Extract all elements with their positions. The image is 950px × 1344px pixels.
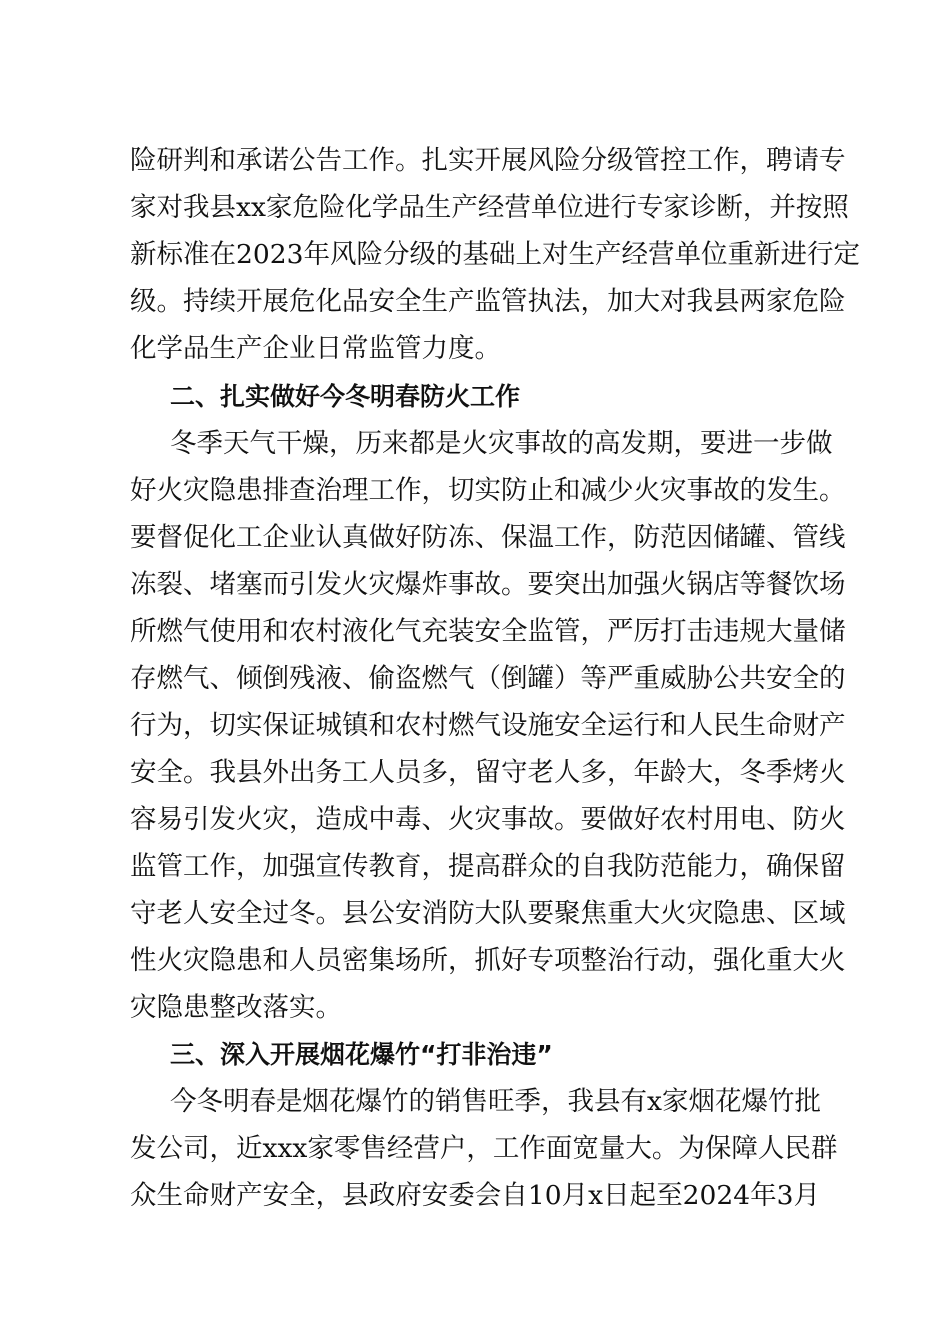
paragraph-line: 新标准在2023年风险分级的基础上对生产经营单位重新进行定 — [130, 239, 860, 270]
paragraph-line: 今冬明春是烟花爆竹的销售旺季，我县有x家烟花爆竹批 — [170, 1086, 821, 1117]
paragraph-line: 险研判和承诺公告工作。扎实开展风险分级管控工作，聘请专 — [130, 145, 846, 176]
paragraph-line: 安全。我县外出务工人员多，留守老人多，年龄大，冬季烤火 — [130, 757, 846, 788]
paragraph-line: 冬季天气干燥，历来都是火灾事故的高发期，要进一步做 — [170, 428, 833, 459]
paragraph-line: 冻裂、堵塞而引发火灾爆炸事故。要突出加强火锅店等餐饮场 — [130, 569, 846, 600]
paragraph-line: 所燃气使用和农村液化气充装安全监管，严厉打击违规大量储 — [130, 616, 846, 647]
paragraph-line: 存燃气、倾倒残液、偷盗燃气（倒罐）等严重威胁公共安全的 — [130, 663, 846, 694]
paragraph-line: 家对我县xx家危险化学品生产经营单位进行专家诊断，并按照 — [130, 192, 849, 223]
paragraph-line: 化学品生产企业日常监管力度。 — [130, 333, 501, 364]
paragraph-line: 守老人安全过冬。县公安消防大队要聚焦重大火灾隐患、区域 — [130, 898, 846, 929]
paragraph-line: 要督促化工企业认真做好防冻、保温工作，防范因储罐、管线 — [130, 522, 846, 553]
paragraph-line: 性火灾隐患和人员密集场所，抓好专项整治行动，强化重大火 — [130, 945, 846, 976]
paragraph-line: 容易引发火灾，造成中毒、火灾事故。要做好农村用电、防火 — [130, 804, 846, 835]
paragraph-line: 发公司，近xxx家零售经营户，工作面宽量大。为保障人民群 — [130, 1133, 838, 1164]
paragraph-line: 好火灾隐患排查治理工作，切实防止和减少火灾事故的发生。 — [130, 475, 846, 506]
paragraph-line: 监管工作，加强宣传教育，提高群众的自我防范能力，确保留 — [130, 851, 846, 882]
paragraph-line: 级。持续开展危化品安全生产监管执法，加大对我县两家危险 — [130, 286, 846, 317]
section-heading: 二、扎实做好今冬明春防火工作 — [170, 382, 521, 411]
paragraph-line: 行为，切实保证城镇和农村燃气设施安全运行和人民生命财产 — [130, 710, 846, 741]
section-heading: 三、深入开展烟花爆竹“打非治违” — [170, 1040, 553, 1069]
paragraph-line: 众生命财产安全，县政府安委会自10月x日起至2024年3月 — [130, 1180, 820, 1211]
paragraph-line: 灾隐患整改落实。 — [130, 992, 342, 1023]
